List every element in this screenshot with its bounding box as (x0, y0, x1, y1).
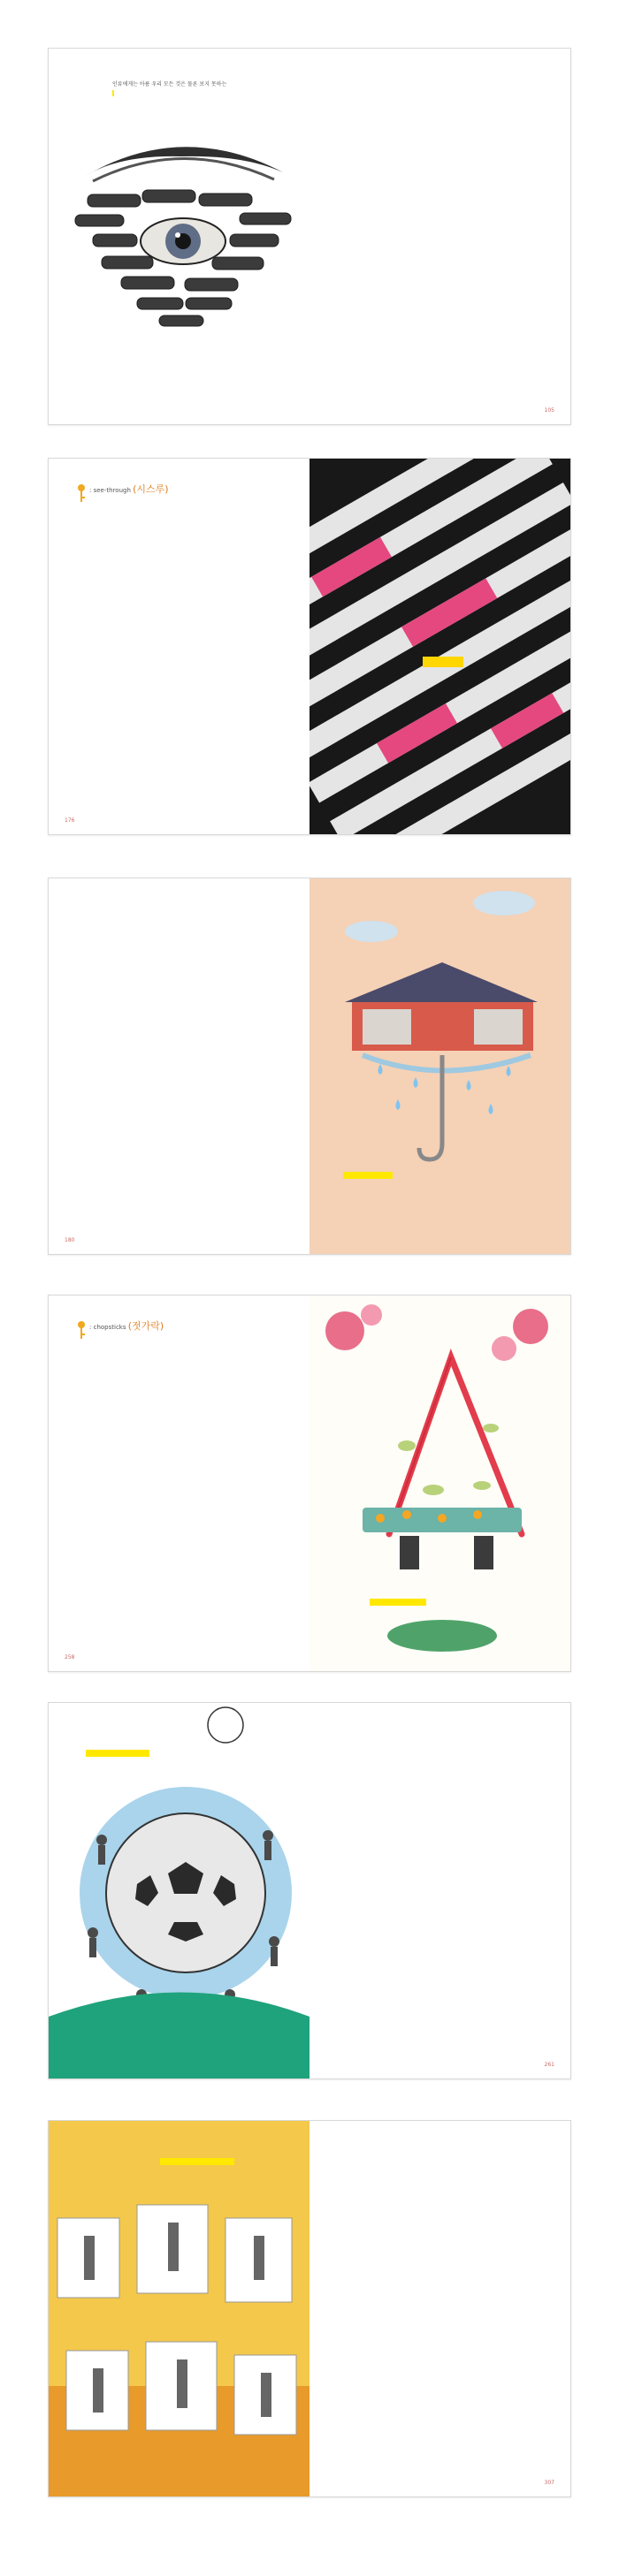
quote-line (112, 89, 263, 98)
page-left-2 (49, 459, 310, 834)
page-left-4 (49, 1296, 310, 1671)
page-right-1 (310, 49, 570, 424)
key-icon (77, 1320, 86, 1340)
page-left-1 (49, 49, 310, 424)
page-right-2 (310, 459, 570, 834)
suits-illustration (49, 2121, 310, 2496)
page-number: 261 (544, 2062, 554, 2068)
eye-sunglasses-illustration (66, 128, 296, 349)
page-right-4 (310, 1296, 570, 1671)
page-number: 307 (544, 2480, 554, 2486)
spread-5 (48, 1702, 571, 2079)
entry-title: : chopsticks (젓가락) (89, 1320, 164, 1332)
page-left-5 (49, 1703, 310, 2078)
caption-highlight (423, 657, 463, 667)
page-number: 180 (65, 1237, 75, 1243)
key-icon (77, 483, 86, 503)
chopsticks-illustration (310, 1296, 570, 1671)
see-through-illustration (310, 459, 570, 834)
spread-2 (48, 458, 571, 835)
entry-title: : see-through (시스루) (89, 483, 169, 495)
quote-line: 인류에게는 아름 우리 모든 것은 물론 보지 못하는 (112, 81, 227, 87)
page-number: 105 (544, 407, 554, 414)
spread-6 (48, 2120, 571, 2497)
quote-block (112, 80, 263, 98)
spread-3 (48, 878, 571, 1255)
page-number: 258 (65, 1654, 75, 1660)
spread-1 (48, 48, 571, 425)
page-right-6 (310, 2121, 570, 2496)
umbrella-house-illustration (310, 878, 570, 1254)
page-right-3 (310, 878, 570, 1254)
page-right-5 (310, 1703, 570, 2078)
page-left-6 (49, 2121, 310, 2496)
spread-4 (48, 1295, 571, 1672)
page-left-3 (49, 878, 310, 1254)
page-number: 176 (65, 817, 75, 824)
soccer-illustration (49, 1703, 310, 2078)
